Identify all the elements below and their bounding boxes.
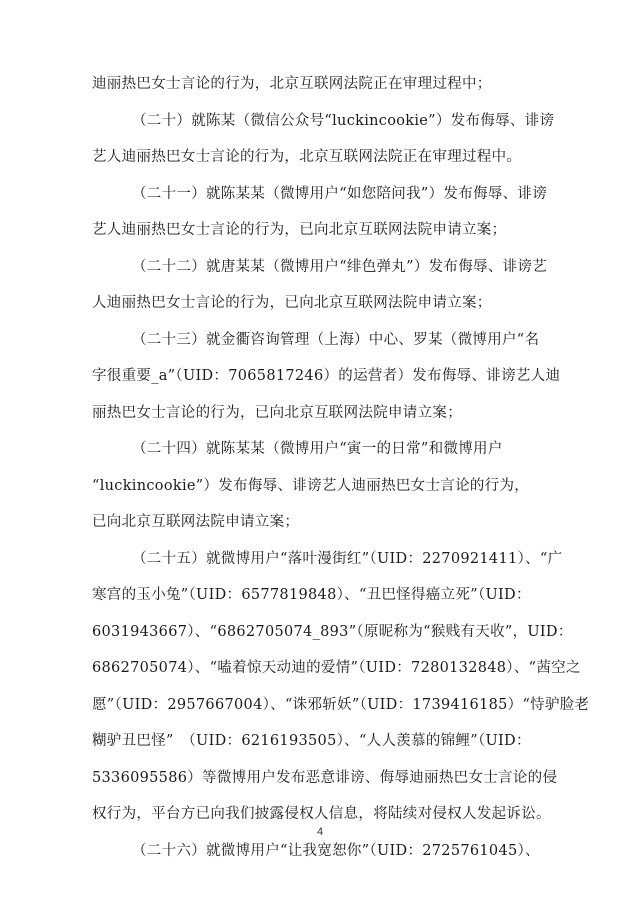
text-line: 迪丽热巴女士言论的行为，北京互联网法院正在审理过程中； bbox=[92, 76, 492, 92]
page-number: 4 bbox=[316, 826, 324, 838]
text-line: 权行为，平台方已向我们披露侵权人信息，将陆续对侵权人发起诉讼。 bbox=[92, 806, 551, 822]
text-line: （二十一）就陈某某（微博用户“如您陪问我”）发布侮辱、诽谤 bbox=[132, 185, 548, 202]
text-line: （二十）就陈某（微信公众号“luckincookie”）发布侮辱、诽谤 bbox=[132, 112, 555, 129]
text-line: 寒宫的玉小兔”（UID：6577819848）、“丑巴怪得癌立死”（UID： bbox=[92, 587, 531, 603]
text-line: 愿”（UID：2957667004）、“诛邪斩妖”（UID：1739416185）“恃驴脸老 bbox=[92, 696, 590, 713]
text-line: 艺人迪丽热巴女士言论的行为，北京互联网法院正在审理过程中。 bbox=[92, 149, 522, 165]
text-line: 已向北京互联网法院申请立案； bbox=[92, 514, 300, 530]
text-line: 丽热巴女士言论的行为，已向北京互联网法院申请立案； bbox=[92, 404, 462, 421]
text-line: 人迪丽热巴女士言论的行为，已向北京互联网法院申请立案； bbox=[92, 295, 492, 311]
text-line: 艺人迪丽热巴女士言论的行为，已向北京互联网法院申请立案； bbox=[92, 222, 507, 238]
text-line: 字很重要_a”（UID：7065817246）的运营者）发布侮辱、诽谤艺人迪 bbox=[92, 368, 561, 384]
text-line: 5336095586）等微博用户发布恶意诽谤、侮辱迪丽热巴女士言论的侵 bbox=[92, 769, 558, 786]
text-line: （二十三）就金衢咨询管理（上海）中心、罗某（微博用户“名 bbox=[132, 331, 540, 348]
text-line: （二十六）就微博用户“让我宽恕你”（UID：2725761045）、 bbox=[132, 842, 540, 859]
text-line: 糊驴丑巴怪” （UID：6216193505）、“人人羡慕的锦鲤”（UID： bbox=[92, 733, 531, 749]
text-line: 6862705074）、“嗑着惊天动迪的爱情”（UID：7280132848）、“茜空之 bbox=[92, 660, 581, 676]
text-line: （二十二）就唐某某（微博用户“绯色弹丸”）发布侮辱、诽谤艺 bbox=[132, 258, 548, 275]
text-line: （二十四）就陈某某（微博用户“寅一的日常”和微博用户 bbox=[132, 441, 503, 457]
text-line: “luckincookie”）发布侮辱、诽谤艺人迪丽热巴女士言论的行为， bbox=[92, 477, 530, 494]
text-line: （二十五）就微博用户“落叶漫街红”（UID：2270921411）、“广 bbox=[132, 550, 563, 567]
document-body bbox=[92, 74, 590, 877]
text-line: 6031943667）、“6862705074_893”（原昵称为“猴贱有天收”，UID： bbox=[92, 623, 573, 640]
